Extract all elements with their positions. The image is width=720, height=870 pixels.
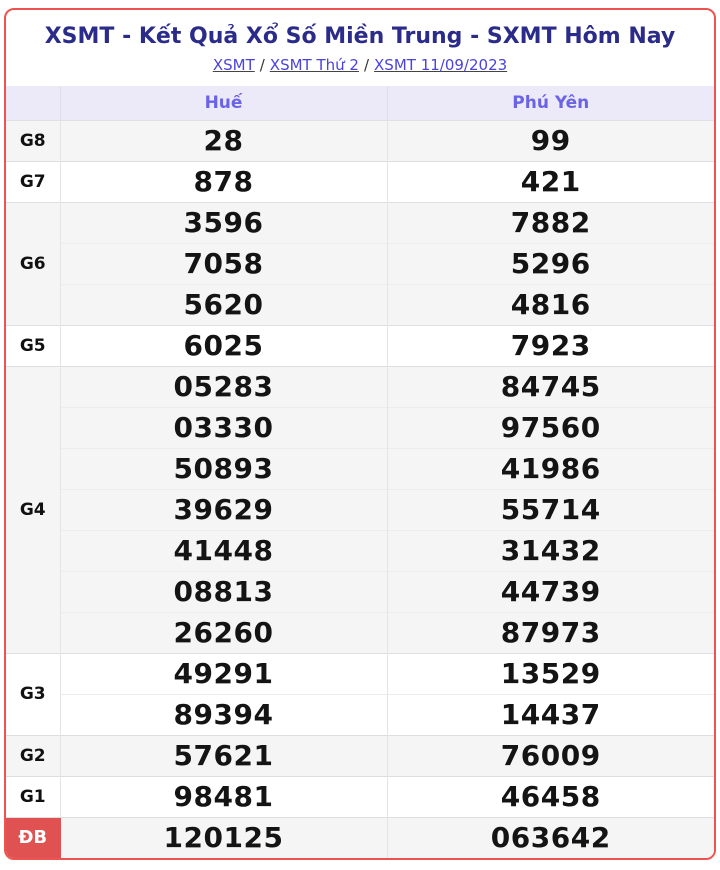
result-phuyen-g8: 99 [387, 120, 714, 161]
prize-label-g7: G7 [6, 161, 60, 202]
prize-label-g1: G1 [6, 776, 60, 817]
prize-row-g8 [6, 120, 714, 161]
result-hue-db: 120125 [60, 817, 387, 858]
result-hue-g3-1: 49291 [60, 653, 387, 694]
result-phuyen-g4-5: 31432 [387, 530, 714, 571]
result-hue-g8: 28 [60, 120, 387, 161]
result-phuyen-g6-3: 4816 [387, 284, 714, 325]
result-phuyen-g6-1: 7882 [387, 202, 714, 243]
result-phuyen-g4-2: 97560 [387, 407, 714, 448]
result-hue-g7: 878 [60, 161, 387, 202]
prize-label-db: ĐB [6, 817, 60, 858]
prize-row-g2 [6, 735, 714, 776]
column-header-phu-yen: Phú Yên [387, 86, 714, 120]
prize-row-g5 [6, 325, 714, 366]
prize-row-g4 [6, 448, 714, 489]
prize-label-g3: G3 [6, 653, 60, 735]
result-phuyen-g7: 421 [387, 161, 714, 202]
column-header-prize [6, 86, 60, 120]
breadcrumb-separator: / [259, 56, 265, 74]
prize-row-g3 [6, 694, 714, 735]
result-phuyen-g4-1: 84745 [387, 366, 714, 407]
result-phuyen-g1: 46458 [387, 776, 714, 817]
result-phuyen-g4-4: 55714 [387, 489, 714, 530]
prize-label-g6: G6 [6, 202, 60, 325]
result-hue-g6-2: 7058 [60, 243, 387, 284]
results-card [4, 8, 716, 860]
prize-row-g7 [6, 161, 714, 202]
result-hue-g4-5: 41448 [60, 530, 387, 571]
prize-row-db [6, 817, 714, 858]
result-phuyen-g4-6: 44739 [387, 571, 714, 612]
result-hue-g5: 6025 [60, 325, 387, 366]
result-hue-g4-3: 50893 [60, 448, 387, 489]
prize-row-g3 [6, 653, 714, 694]
column-header-hue: Huế [60, 86, 387, 120]
result-phuyen-g6-2: 5296 [387, 243, 714, 284]
result-hue-g4-6: 08813 [60, 571, 387, 612]
prize-row-g4 [6, 530, 714, 571]
prize-row-g6 [6, 202, 714, 243]
result-hue-g6-3: 5620 [60, 284, 387, 325]
prize-row-g6 [6, 243, 714, 284]
result-hue-g1: 98481 [60, 776, 387, 817]
breadcrumb-link-xsmt-thu-2[interactable]: XSMT Thứ 2 [269, 56, 359, 74]
breadcrumb [6, 56, 714, 74]
result-hue-g3-2: 89394 [60, 694, 387, 735]
prize-row-g1 [6, 776, 714, 817]
result-phuyen-g4-3: 41986 [387, 448, 714, 489]
result-hue-g2: 57621 [60, 735, 387, 776]
prize-row-g4 [6, 571, 714, 612]
result-phuyen-db: 063642 [387, 817, 714, 858]
page-title: XSMT - Kết Quả Xổ Số Miền Trung - SXMT Hôm Nay [44, 24, 676, 49]
prize-row-g4 [6, 489, 714, 530]
prize-label-g4: G4 [6, 366, 60, 653]
result-hue-g6-1: 3596 [60, 202, 387, 243]
prize-label-g8: G8 [6, 120, 60, 161]
result-hue-g4-7: 26260 [60, 612, 387, 653]
result-phuyen-g2: 76009 [387, 735, 714, 776]
results-table [6, 86, 714, 858]
result-phuyen-g5: 7923 [387, 325, 714, 366]
result-phuyen-g3-1: 13529 [387, 653, 714, 694]
result-hue-g4-1: 05283 [60, 366, 387, 407]
prize-row-g4 [6, 612, 714, 653]
prize-label-g5: G5 [6, 325, 60, 366]
result-hue-g4-4: 39629 [60, 489, 387, 530]
prize-label-g2: G2 [6, 735, 60, 776]
column-header-row [6, 86, 714, 120]
breadcrumb-link-xsmt-date[interactable]: XSMT 11/09/2023 [374, 56, 508, 74]
breadcrumb-link-xsmt[interactable]: XSMT [212, 56, 255, 74]
result-phuyen-g3-2: 14437 [387, 694, 714, 735]
prize-row-g4 [6, 407, 714, 448]
result-phuyen-g4-7: 87973 [387, 612, 714, 653]
result-hue-g4-2: 03330 [60, 407, 387, 448]
breadcrumb-separator: / [363, 56, 370, 74]
prize-row-g6 [6, 284, 714, 325]
prize-row-g4 [6, 366, 714, 407]
